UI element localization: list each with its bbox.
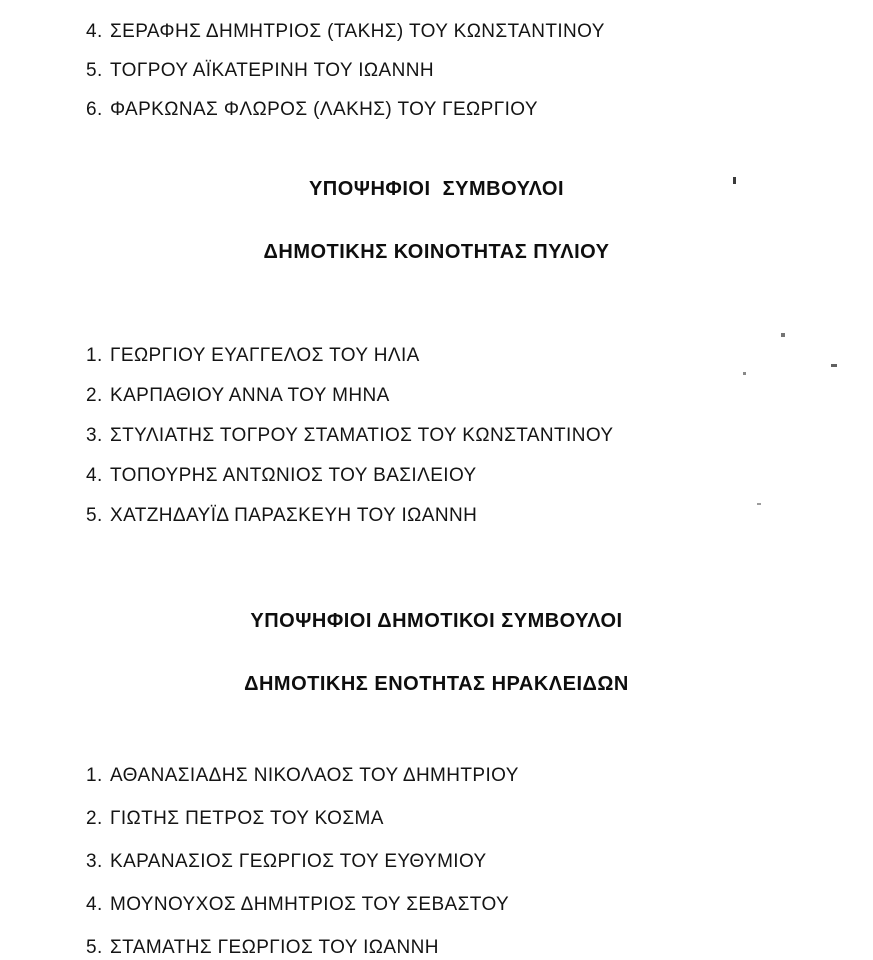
item-number: 3. (86, 425, 103, 446)
item-number: 5. (86, 60, 103, 81)
candidate-name: ΧΑΤΖΗΔΑΥΪΔ ΠΑΡΑΣΚΕΥΗ ΤΟΥ ΙΩΑΝΝΗ (110, 505, 478, 526)
scan-speckle (757, 503, 761, 505)
candidate-name: ΦΑΡΚΩΝΑΣ ΦΛΩΡΟΣ (ΛΑΚΗΣ) ΤΟΥ ΓΕΩΡΓΙΟΥ (110, 99, 538, 120)
candidate-list-irakleidon (86, 764, 873, 960)
list-item (86, 893, 873, 917)
candidate-name: ΑΘΑΝΑΣΙΑΔΗΣ ΝΙΚΟΛΑΟΣ ΤΟΥ ΔΗΜΗΤΡΙΟΥ (110, 765, 519, 786)
section-heading-line2: ΔΗΜΟΤΙΚΗΣ ΕΝΟΤΗΤΑΣ ΗΡΑΚΛΕΙΔΩΝ (244, 673, 629, 695)
candidate-name: ΣΤΥΛΙΑΤΗΣ ΤΟΓΡΟΥ ΣΤΑΜΑΤΙΟΣ ΤΟΥ ΚΩΝΣΤΑΝΤΙΝΟΥ (110, 425, 614, 446)
scan-speckle (781, 333, 785, 337)
candidate-name: ΓΕΩΡΓΙΟΥ ΕΥΑΓΓΕΛΟΣ ΤΟΥ ΗΛΙΑ (110, 345, 420, 366)
item-number: 2. (86, 808, 103, 829)
item-number: 4. (86, 894, 103, 915)
candidate-name: ΤΟΠΟΥΡΗΣ ΑΝΤΩΝΙΟΣ ΤΟΥ ΒΑΣΙΛΕΙΟΥ (110, 465, 477, 486)
list-item (86, 59, 873, 83)
item-number: 5. (86, 505, 103, 526)
candidate-name: ΜΟΥΝΟΥΧΟΣ ΔΗΜΗΤΡΙΟΣ ΤΟΥ ΣΕΒΑΣΤΟΥ (110, 894, 510, 915)
item-number: 4. (86, 465, 103, 486)
item-number: 2. (86, 385, 103, 406)
candidate-name: ΣΕΡΑΦΗΣ ΔΗΜΗΤΡΙΟΣ (ΤΑΚΗΣ) ΤΟΥ ΚΩΝΣΤΑΝΤΙΝΟΥ (110, 21, 605, 42)
list-item (86, 424, 873, 448)
candidate-name: ΣΤΑΜΑΤΗΣ ΓΕΩΡΓΙΟΣ ΤΟΥ ΙΩΑΝΝΗ (110, 937, 439, 958)
list-item (86, 764, 873, 788)
section-heading-line1: ΥΠΟΨΗΦΙΟΙ ΣΥΜΒΟΥΛΟΙ (308, 178, 565, 200)
scan-speckle (831, 364, 837, 367)
item-number: 6. (86, 99, 103, 120)
list-item (86, 850, 873, 874)
candidate-name: ΚΑΡΑΝΑΣΙΟΣ ΓΕΩΡΓΙΟΣ ΤΟΥ ΕΥΘΥΜΙΟΥ (110, 851, 487, 872)
section-heading-irakleidon (0, 569, 873, 737)
scan-speckle (733, 177, 736, 184)
list-item (86, 807, 873, 831)
list-item (86, 504, 873, 528)
item-number: 3. (86, 851, 103, 872)
item-number: 4. (86, 21, 103, 42)
list-item (86, 344, 873, 368)
section-heading-line2: ΔΗΜΟΤΙΚΗΣ ΚΟΙΝΟΤΗΤΑΣ ΠΥΛΙΟΥ (263, 241, 610, 263)
scan-speckle (743, 372, 746, 375)
candidate-name: ΤΟΓΡΟΥ ΑΪΚΑΤΕΡΙΝΗ ΤΟΥ ΙΩΑΝΝΗ (110, 60, 434, 81)
item-number: 1. (86, 765, 103, 786)
list-item (86, 936, 873, 960)
list-item (86, 20, 873, 44)
list-item (86, 384, 873, 408)
list-item (86, 98, 873, 122)
section-heading-pyliou (0, 137, 873, 305)
item-number: 5. (86, 937, 103, 958)
candidate-list-continuation (86, 20, 873, 122)
item-number: 1. (86, 345, 103, 366)
candidate-name: ΚΑΡΠΑΘΙΟΥ ΑΝΝΑ ΤΟΥ ΜΗΝΑ (110, 385, 390, 406)
candidate-list-pyliou (86, 344, 873, 528)
section-heading-line1: ΥΠΟΨΗΦΙΟΙ ΔΗΜΟΤΙΚΟΙ ΣΥΜΒΟΥΛΟΙ (250, 610, 623, 632)
candidate-name: ΓΙΩΤΗΣ ΠΕΤΡΟΣ ΤΟΥ ΚΟΣΜΑ (110, 808, 384, 829)
list-item (86, 464, 873, 488)
